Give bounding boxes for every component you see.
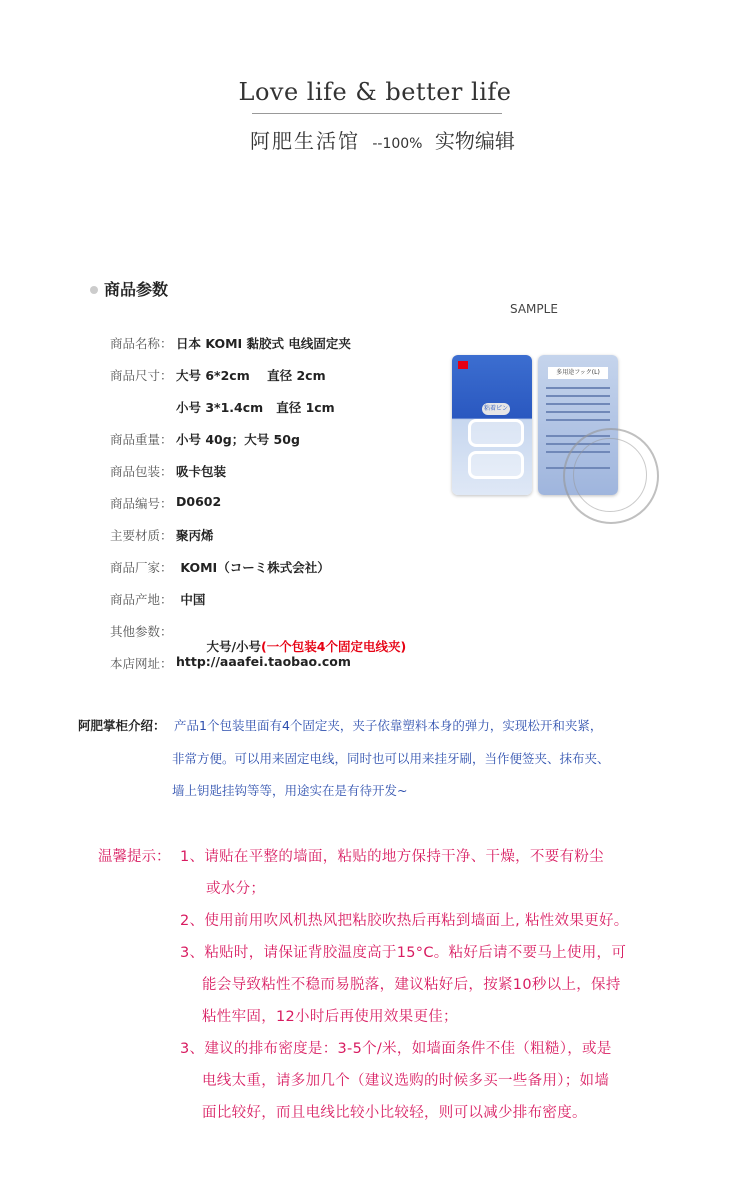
tip-text-line: 电线太重，请多加几个（建议选购的时候多买一些备用）；如墙 — [202, 1073, 610, 1089]
tip-text-line: 面比较好，而且电线比较小比较轻，则可以减少排布密度。 — [202, 1105, 587, 1121]
tip-text-line: 能会导致粘性不稳而易脱落，建议粘好后，按紧10秒以上，保持 — [202, 977, 621, 993]
stamp-inner-ring — [573, 438, 647, 512]
text-line-decoration — [546, 411, 610, 413]
intro-text-line: 产品1个包装里面有4个固定夹，夹子依靠塑料本身的弹力，实现松开和夹紧， — [174, 718, 603, 733]
param-label: 商品厂家： — [110, 560, 173, 575]
slogan-cn: 实物编辑 — [434, 129, 515, 153]
param-value: 聚丙烯 — [176, 528, 214, 543]
shop-url-link[interactable]: http://aaafei.taobao.com — [176, 654, 351, 669]
param-label: 商品产地： — [110, 592, 173, 607]
hook-icon — [468, 419, 524, 447]
param-value: 日本 KOMI 黏胶式 电线固定夹 — [176, 336, 351, 351]
param-value: KOMI（コーミ株式会社） — [176, 560, 330, 575]
intro-label: 阿肥掌柜介绍： — [78, 718, 166, 733]
watermark-stamp-icon — [563, 428, 659, 524]
param-label: 主要材质： — [110, 528, 173, 543]
intro-text-line: 非常方便。可以用来固定电线，同时也可以用来挂牙刷，当作便签夹、抹布夹、 — [172, 751, 610, 766]
sample-label: SAMPLE — [510, 302, 558, 316]
param-label: 商品尺寸： — [110, 368, 173, 383]
shop-name: 阿肥生活馆 — [250, 129, 360, 153]
param-value: 大号/小号 — [202, 639, 262, 654]
hook-icon — [468, 451, 524, 479]
tip-text-line: 3、建议的排布密度是：3-5个/米，如墙面条件不佳（粗糙），或是 — [180, 1041, 612, 1057]
tip-text-line: 或水分； — [206, 881, 266, 897]
product-package-front-image — [452, 355, 532, 495]
param-label: 本店网址： — [110, 656, 173, 671]
param-label: 商品重量： — [110, 432, 173, 447]
param-value: 小号 40g；大号 50g — [176, 432, 300, 447]
param-label: 商品编号： — [110, 496, 173, 511]
param-value: 中国 — [176, 592, 206, 607]
tip-text-line: 3、粘贴时，请保证背胶温度高于15°C。粘好后请不要马上使用，可 — [180, 945, 627, 961]
section-bullet — [90, 286, 98, 294]
tip-text-line: 粘性牢固，12小时后再使用效果更佳； — [202, 1009, 458, 1025]
text-line-decoration — [546, 419, 610, 421]
param-note: (一个包装4个固定电线夹) — [261, 639, 407, 654]
header-slogan: Love life & better life — [238, 78, 512, 106]
tip-text-line: 1、请贴在平整的墙面，粘贴的地方保持干净、干燥，不要有粉尘 — [180, 849, 604, 865]
header-divider — [252, 113, 502, 114]
param-value: 吸卡包装 — [176, 464, 227, 479]
package-back-title: 多用途フック(L) — [548, 367, 608, 379]
text-line-decoration — [546, 403, 610, 405]
param-label: 商品包装： — [110, 464, 173, 479]
package-tag: 粘着ピン — [482, 403, 510, 415]
param-value: 大号 6*2cm 直径 2cm — [176, 368, 326, 383]
param-value: D0602 — [176, 494, 222, 509]
header-brand — [250, 125, 515, 154]
intro-text-line: 墙上钥匙挂钩等等，用途实在是有待开发~ — [172, 783, 408, 798]
brand-logo-icon — [458, 361, 468, 369]
tips-label: 温馨提示： — [98, 849, 171, 865]
param-label: 商品名称： — [110, 336, 173, 351]
text-line-decoration — [546, 387, 610, 389]
param-label: 其他参数： — [110, 624, 173, 639]
section-title: 商品参数 — [104, 280, 169, 299]
tip-text-line: 2、使用前用吹风机热风把粘胶吹热后再粘到墙面上, 粘性效果更好。 — [180, 913, 629, 929]
param-value: 小号 3*1.4cm 直径 1cm — [176, 400, 335, 415]
text-line-decoration — [546, 395, 610, 397]
percent-label: --100% — [372, 136, 423, 152]
